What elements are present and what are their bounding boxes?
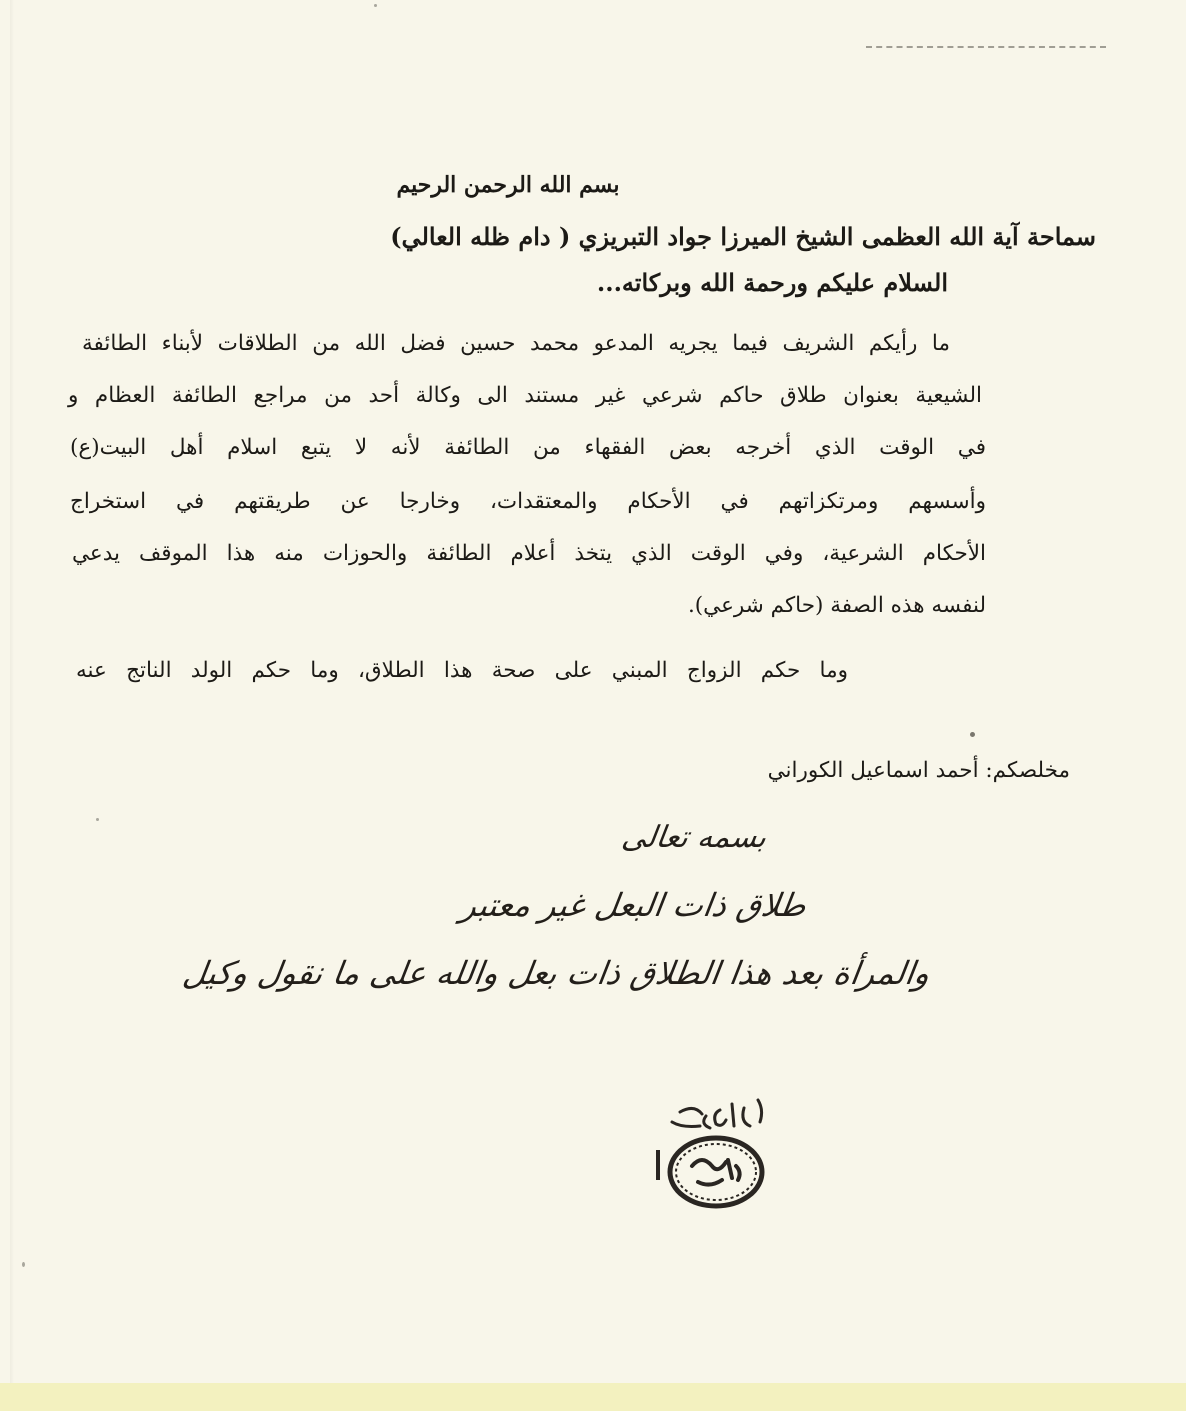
basmala-heading: بسم الله الرحمن الرحيم <box>396 172 620 198</box>
body-line-2: الشيعية بعنوان طلاق حاكم شرعي غير مستند الى وكالة أحد من مراجع الطائفة العظام و <box>68 383 982 408</box>
seal-icon <box>640 1086 790 1216</box>
paper-fold-shadow <box>10 0 14 1383</box>
body-line-1: ما رأيكم الشريف فيما يجريه المدعو محمد حسين فضل الله من الطلاقات لأبناء الطائفة <box>82 331 950 356</box>
seal-stamp <box>640 1086 790 1216</box>
body-line-6: لنفسه هذه الصفة (حاكم شرعي). <box>687 593 986 618</box>
answer-line-1: طلاق ذات البعل غير معتبر <box>458 886 809 924</box>
header-dashed-line <box>866 46 1106 52</box>
paper-speck <box>374 4 377 7</box>
body-line-5: الأحكام الشرعية، وفي الوقت الذي يتخذ أعلام الطائفة والحوزات منه هذا الموقف يدعي <box>72 541 986 566</box>
question-line: وما حكم الزواج المبني على صحة هذا الطلاق، وما حكم الولد الناتج عنه <box>76 658 848 683</box>
answer-opening: بسمه تعالى <box>619 820 769 855</box>
paper-speck <box>96 818 99 821</box>
body-line-3: في الوقت الذي أخرجه بعض الفقهاء من الطائفة لأنه لا يتبع اسلام أهل البيت(ع) <box>70 435 986 460</box>
addressee-line: سماحة آية الله العظمى الشيخ الميرزا جواد التبريزي ( دام ظله العالي) <box>390 222 1096 251</box>
footer-band <box>0 1383 1186 1411</box>
body-line-4: وأسسهم ومرتكزاتهم في الأحكام والمعتقدات، وخارجا عن طريقتهم في استخراج <box>70 489 986 514</box>
paper-speck <box>970 732 975 737</box>
paper-speck <box>22 1262 25 1267</box>
greeting-line: السلام عليكم ورحمة الله وبركاته... <box>596 268 948 297</box>
answer-line-2: والمرأة بعد هذا الطلاق ذات بعل والله على ما نقول وكيل <box>180 954 933 992</box>
sender-signature-line: مخلصكم: أحمد اسماعيل الكوراني <box>767 758 1070 783</box>
